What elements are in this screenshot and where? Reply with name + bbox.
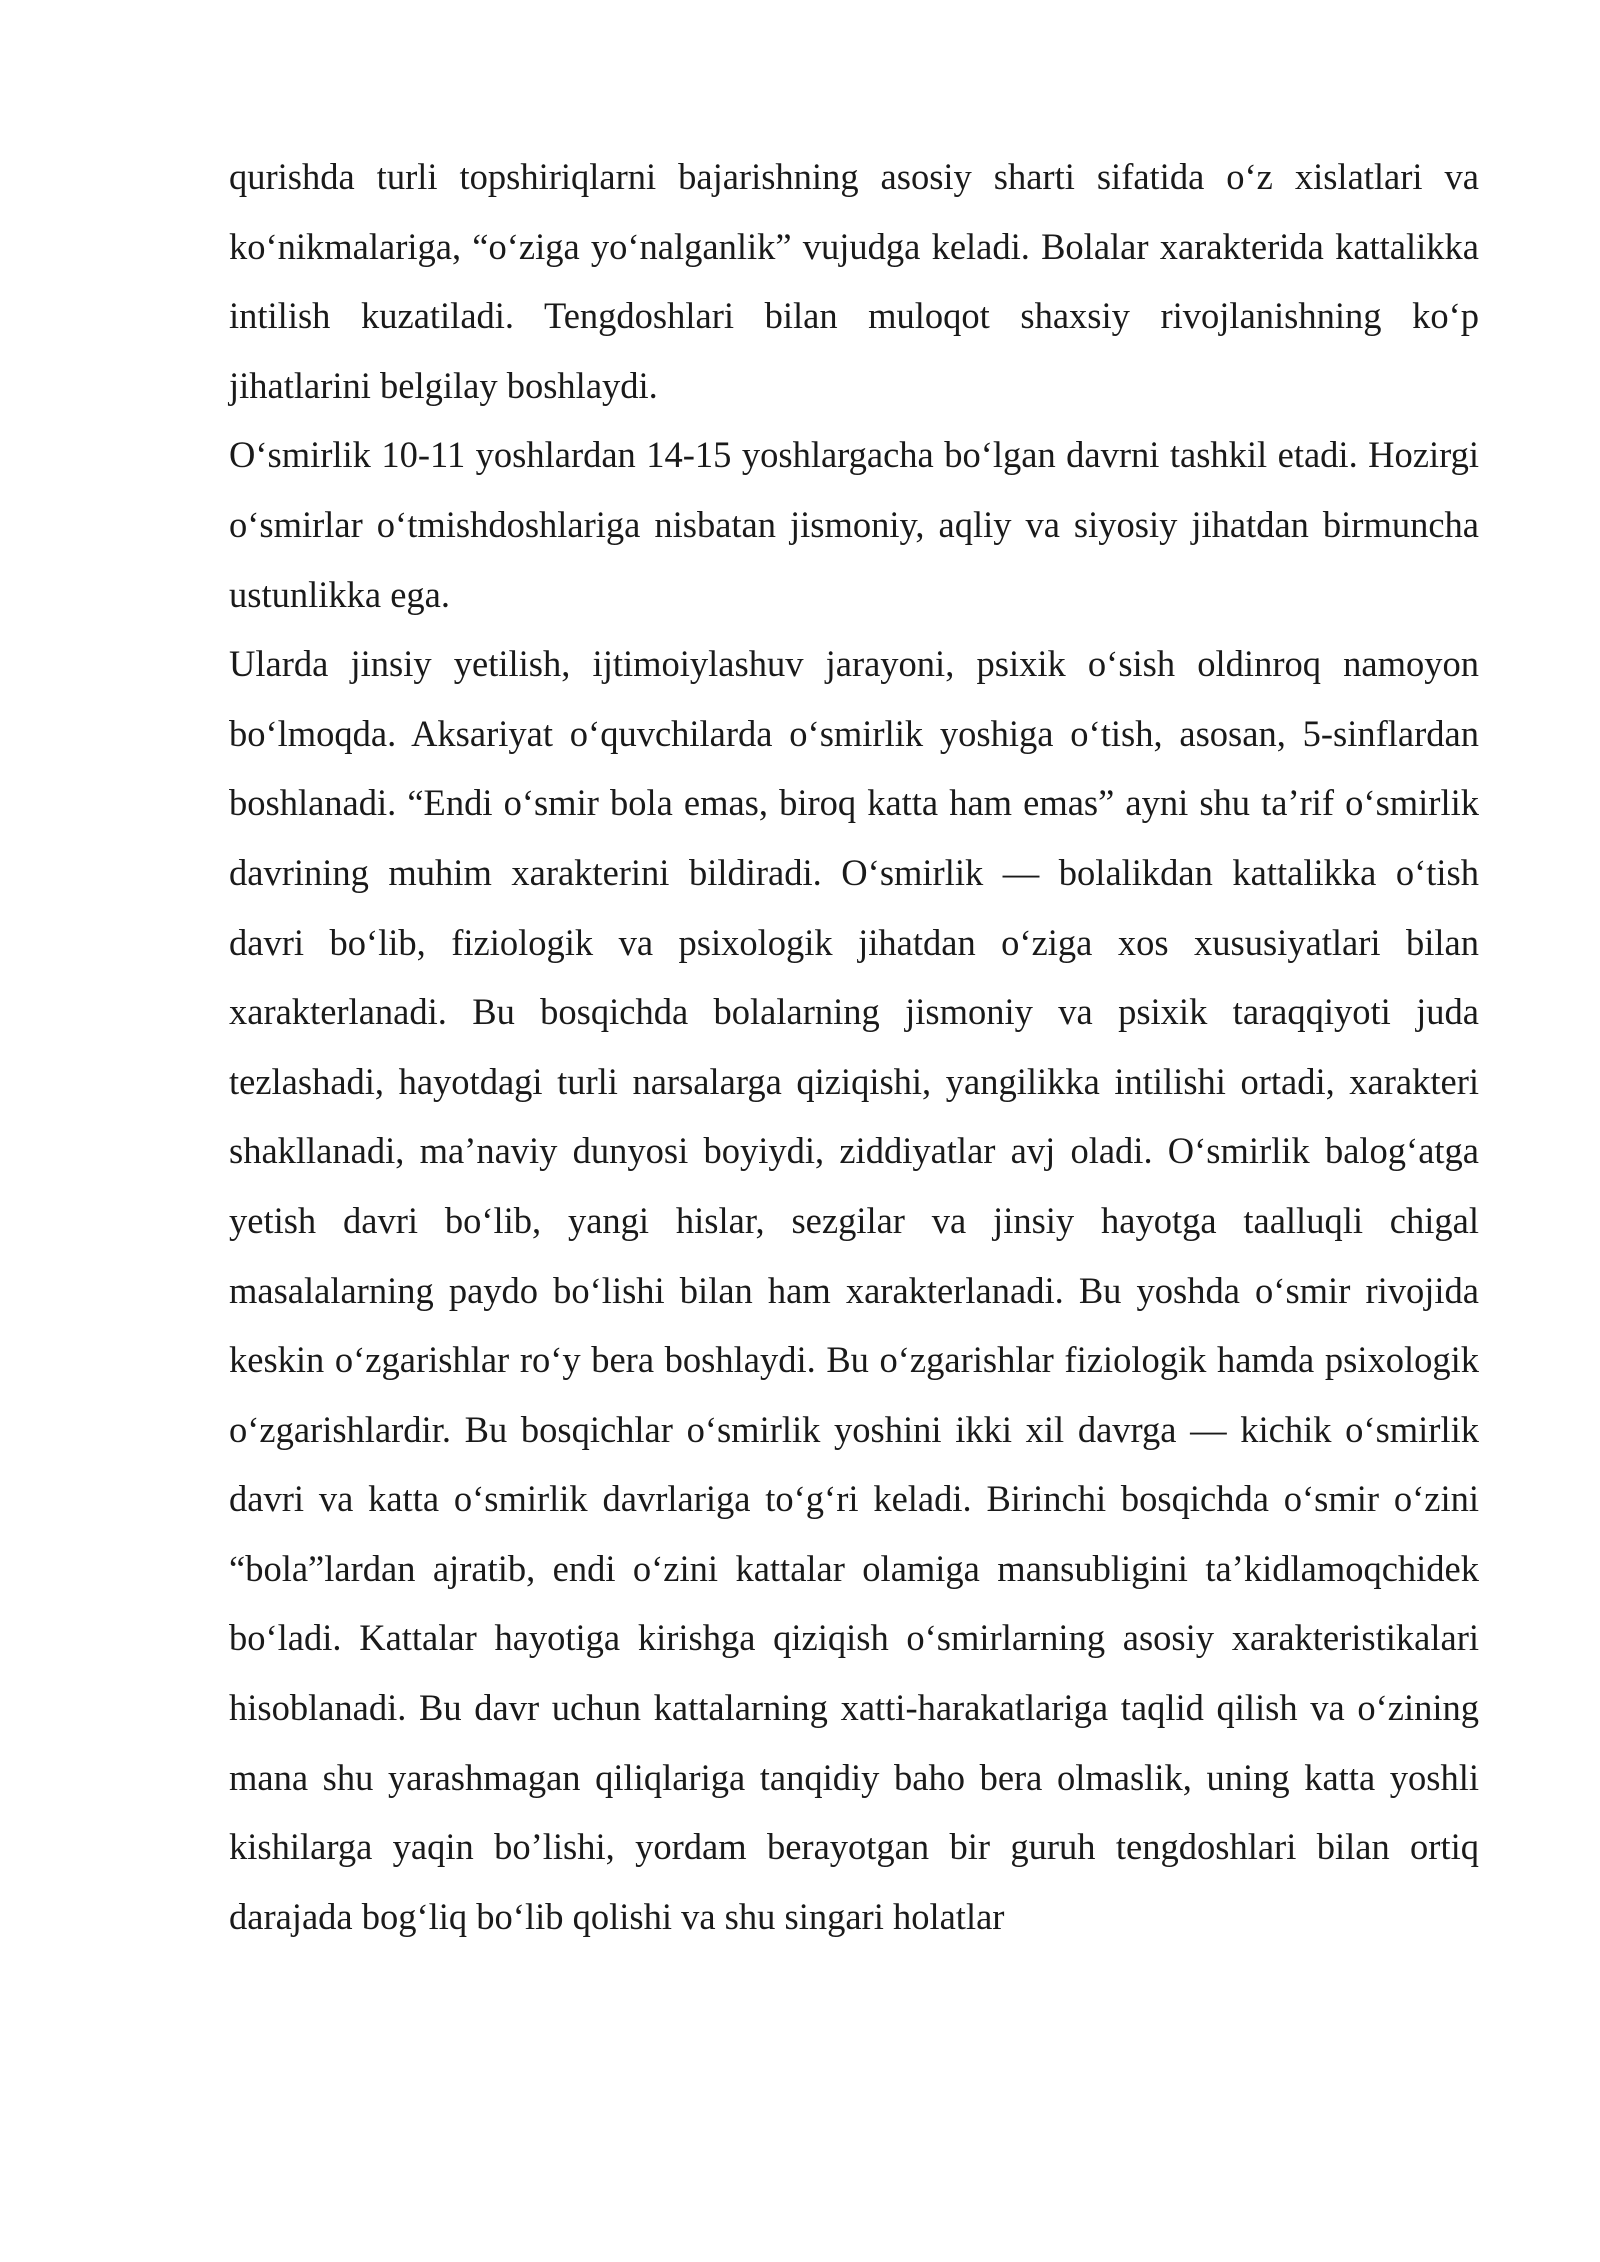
paragraph-3: Ularda jinsiy yetilish, ijtimoiylashuv jarayoni, psixik o‘sish oldinroq namoyon bo‘lmoqda. Aksariyat o‘quvchilarda o‘smirlik yoshiga o‘tish, asosan, 5-sinflardan boshlanadi. “Endi o‘smir bola emas, biroq katta ham emas” ayni shu ta’rif o‘smirlik davrining muhim xarakterini bildiradi. O‘smirlik — bolalikdan kattalikka o‘tish davri bo‘lib, fiziologik va psixologik jihatdan o‘ziga xos xususiyatlari bilan xarakterlanadi. Bu bosqichda bolalarning jismoniy va psixik taraqqiyoti juda tezlashadi, hayotdagi turli narsalarga qiziqishi, yangilikka intilishi ortadi, xarakteri shakllanadi, ma’naviy dunyosi boyiydi, ziddiyatlar avj oladi. O‘smirlik balog‘atga yetish davri bo‘lib, yangi hislar, sezgilar va jinsiy hayotga taalluqli chigal masalalarning paydo bo‘lishi bilan ham xarakterlanadi. Bu yoshda o‘smir rivojida keskin o‘zgarishlar ro‘y bera boshlaydi. Bu o‘zgarishlar fiziologik hamda psixologik o‘zgarishlardir. Bu bosqichlar o‘smirlik yoshini ikki xil davrga — kichik o‘smirlik davri va katta o‘smirlik davrlariga to‘g‘ri keladi. Birinchi bosqichda o‘smir o‘zini “bola”lardan ajratib, endi o‘zini kattalar olamiga mansubligini ta’kidlamoqchidek bo‘ladi. Kattalar hayotiga kirishga qiziqish o‘smirlarning asosiy xarakteristikalari hisoblanadi. Bu davr uchun kattalarning xatti-harakatlariga taqlid qilish va o‘zining mana shu yarashmagan qiliqlariga tanqidiy baho bera olmaslik, uning katta yoshli kishilarga yaqin bo’lishi, yordam berayotgan bir guruh tengdoshlari bilan ortiq darajada bog‘liq bo‘lib qolishi va shu singari holatlar <box>229 643 1479 1937</box>
paragraph-1: qurishda turli topshiriqlarni bajarishning asosiy sharti sifatida o‘z xislatlari va ko‘nikmalariga, “o‘ziga yo‘nalganlik” vujudga keladi. Bolalar xarakterida kattalikka intilish kuzatiladi. Tengdoshlari bilan muloqot shaxsiy rivojlanishning ko‘p jihatlarini belgilay boshlaydi. <box>229 156 1479 406</box>
paragraph-2: O‘smirlik 10-11 yoshlardan 14-15 yoshlargacha bo‘lgan davrni tashkil etadi. Hozirgi o‘smirlar o‘tmishdoshlariga nisbatan jismoniy, aqliy va siyosiy jihatdan birmuncha ustunlikka ega. <box>229 434 1479 615</box>
body-text <box>229 142 1479 1951</box>
